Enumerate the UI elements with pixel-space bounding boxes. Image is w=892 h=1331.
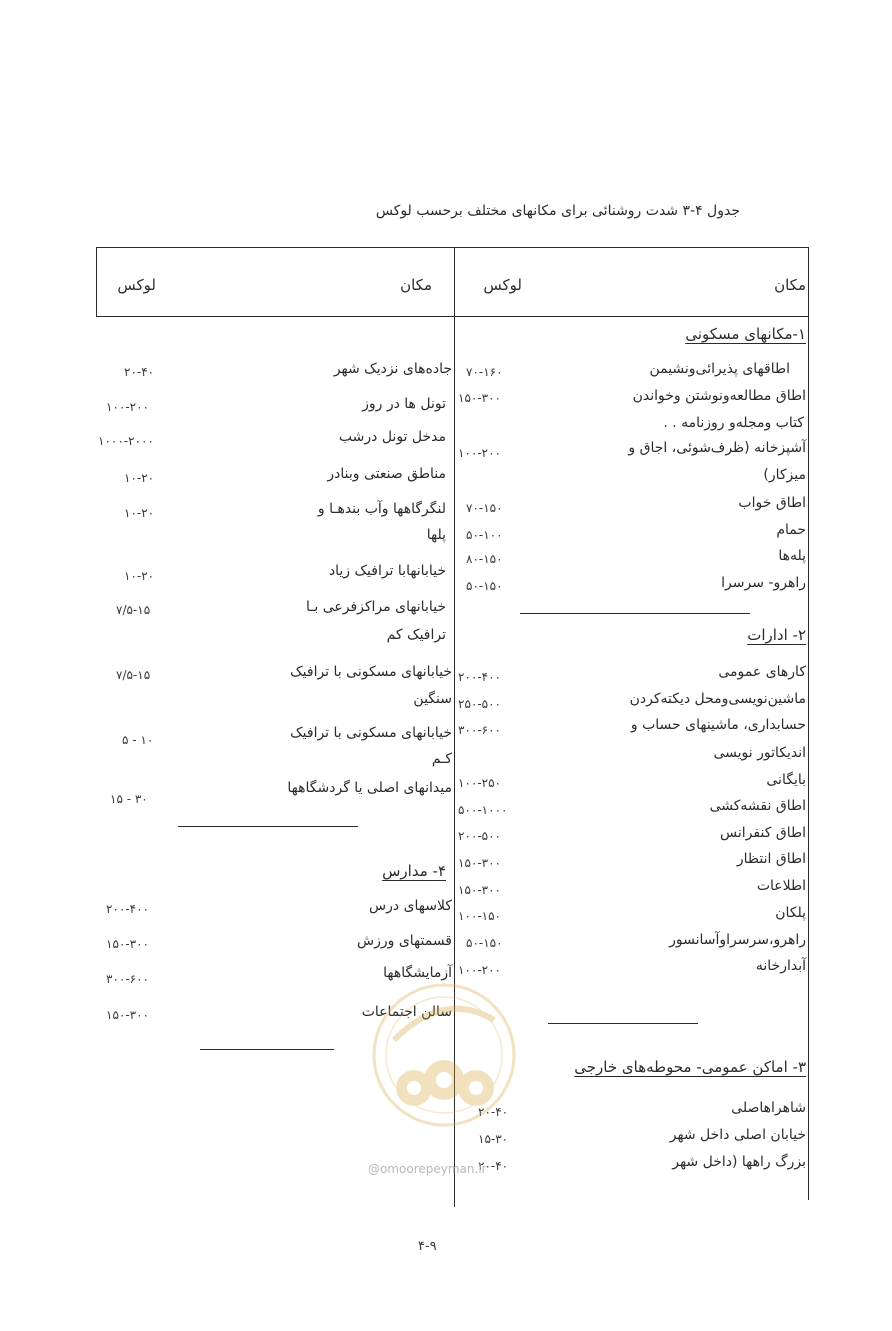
place-label: مناطق صنعتی وبنادر: [327, 466, 446, 482]
lux-value: ۱۵ - ۳۰: [110, 792, 148, 806]
section-separator: [200, 1049, 334, 1050]
place-label: لنگرگاهها وآب بندهـا و: [317, 501, 446, 517]
lux-value: ۲۰-۴۰: [124, 365, 155, 379]
lux-value: ۷/۵-۱۵: [116, 603, 151, 617]
place-label: بزرگ راهها (داخل شهر: [672, 1154, 806, 1170]
place-label: آبدارخانه: [755, 958, 806, 974]
place-label: کـم: [431, 751, 452, 767]
place-label: پلها: [426, 527, 446, 543]
place-label: خیابانهای مسکونی با ترافیک: [290, 664, 452, 680]
place-label: بایگانی: [766, 772, 806, 788]
lux-value: ۲۰-۴۰: [478, 1159, 509, 1173]
place-label: آزمایشگاهها: [383, 965, 452, 981]
place-label: کتاب ومجله‌و روزنامه . .: [663, 415, 804, 431]
section-public-places: ۳- اماکن عمومی- محوطه‌های خارجی: [574, 1058, 806, 1076]
table-left-border: [96, 247, 97, 317]
lux-value: ۲۰۰-۴۰۰: [106, 902, 150, 916]
table-top-border: [96, 247, 809, 248]
section-separator: [548, 1023, 698, 1024]
place-label: خیابانهای مسکونی با ترافیک: [290, 725, 452, 741]
lux-value: ۱۵۰-۳۰۰: [106, 1008, 150, 1022]
place-label: شاهراهاصلی: [731, 1100, 806, 1116]
place-label: میدانهای اصلی یا گردشگاهها: [287, 780, 452, 796]
place-label: اطاق مطالعه‌ونوشتن وخواندن: [632, 388, 806, 404]
section-offices: ۲- ادارات: [747, 626, 806, 644]
place-label: سالن اجتماعات: [361, 1004, 452, 1020]
place-label: اندیکاتور نویسی: [713, 745, 806, 761]
place-label: مدخل تونل درشب: [338, 429, 446, 445]
header-place-left: مکان: [400, 276, 432, 294]
lux-value: ۱۰۰-۲۰۰: [458, 446, 502, 460]
watermark-logo-icon: [354, 980, 534, 1130]
place-label: حمام: [776, 522, 806, 538]
lux-value: ۱۵۰-۳۰۰: [106, 937, 150, 951]
watermark-text: @omoorepeyman.ir: [368, 1162, 487, 1176]
lux-value: ۵۰-۱۰۰: [466, 528, 503, 542]
lux-value: ۱۰۰-۱۵۰: [458, 909, 502, 923]
lux-value: ۲۰۰-۵۰۰: [458, 829, 502, 843]
header-lux-left: لوکس: [117, 276, 156, 294]
lux-value: ۱۰-۲۰: [124, 471, 155, 485]
lux-value: ۲۰۰-۴۰۰: [458, 670, 502, 684]
table-title: جدول ۴-۳ شدت روشنائی برای مکانهای مختلف برحسب لوکس: [375, 203, 740, 219]
lux-value: ۵ - ۱۰: [122, 733, 154, 747]
place-label: قسمتهای ورزش: [357, 933, 452, 949]
header-lux-right: لوکس: [483, 276, 522, 294]
place-label: خیابانهابا ترافیک زیاد: [328, 563, 446, 579]
place-label: خیابان اصلی داخل شهر: [669, 1127, 806, 1143]
lux-value: ۷/۵-۱۵: [116, 668, 151, 682]
place-label: اطاق کنفرانس: [720, 825, 806, 841]
lux-value: ۱۰۰-۲۰۰: [458, 963, 502, 977]
lux-value: ۵۰۰-۱۰۰۰: [458, 803, 508, 817]
place-label: سنگین: [413, 691, 452, 707]
place-label: جاده‌های نزدیک شهر: [333, 361, 452, 377]
place-label: اطاق انتظار: [736, 851, 806, 867]
section-schools: ۴- مدارس: [382, 862, 446, 880]
lux-value: ۳۰۰-۶۰۰: [106, 972, 150, 986]
table-header-divider: [96, 316, 809, 317]
place-label: آشپزخانه (ظرف‌شوئی، اجاق و: [628, 440, 806, 456]
place-label: اطاقهای پذیرائی‌ونشیمن: [649, 361, 790, 377]
place-label: خیابانهای مراکزفرعی بـا: [306, 599, 446, 615]
place-label: میزکار): [763, 467, 806, 483]
section-separator: [520, 613, 750, 614]
lux-value: ۲۵۰-۵۰۰: [458, 697, 502, 711]
lux-value: ۱۰-۲۰: [124, 506, 155, 520]
place-label: ترافیک کم: [386, 627, 446, 643]
place-label: کارهای عمومی: [718, 664, 806, 680]
header-place-right: مکان: [774, 276, 806, 294]
place-label: اطلاعات: [756, 878, 806, 894]
lux-value: ۷۰-۱۶۰: [466, 365, 503, 379]
page-number: ۴-۹: [418, 1239, 437, 1254]
place-label: اطاق خواب: [738, 495, 806, 511]
table-right-border: [808, 247, 809, 1200]
lux-value: ۱۰۰-۲۵۰: [458, 776, 502, 790]
lux-value: ۱۵۰-۳۰۰: [458, 391, 502, 405]
place-label: حسابداری، ماشینهای حساب و: [630, 717, 806, 733]
place-label: پلکان: [775, 905, 806, 921]
place-label: کلاسهای درس: [369, 898, 452, 914]
place-label: پله‌ها: [778, 548, 806, 564]
place-label: ماشین‌نویسی‌ومحل دیکته‌کردن: [629, 691, 806, 707]
lux-value: ۳۰۰-۶۰۰: [458, 723, 502, 737]
lux-value: ۱۵۰-۳۰۰: [458, 856, 502, 870]
lux-value: ۵۰-۱۵۰: [466, 579, 503, 593]
place-label: اطاق نقشه‌کشی: [709, 798, 806, 814]
lux-value: ۱۵-۳۰: [478, 1132, 509, 1146]
lux-value: ۸۰-۱۵۰: [466, 552, 503, 566]
lux-value: ۲۰-۴۰: [478, 1105, 509, 1119]
lux-value: ۱۰۰-۲۰۰: [106, 400, 150, 414]
place-label: تونل ها در روز: [362, 396, 446, 412]
place-label: راهرو- سرسرا: [721, 575, 806, 591]
place-label: راهرو،سرسراوآسانسور: [669, 932, 806, 948]
lux-value: ۱۰-۲۰: [124, 569, 155, 583]
lux-value: ۱۵۰-۳۰۰: [458, 883, 502, 897]
lux-value: ۱۰۰۰-۲۰۰۰: [98, 434, 154, 448]
section-separator: [178, 826, 358, 827]
section-residential: ۱-مکانهای مسکونی: [685, 325, 806, 343]
lux-value: ۷۰-۱۵۰: [466, 501, 503, 515]
lux-value: ۵۰-۱۵۰: [466, 936, 503, 950]
